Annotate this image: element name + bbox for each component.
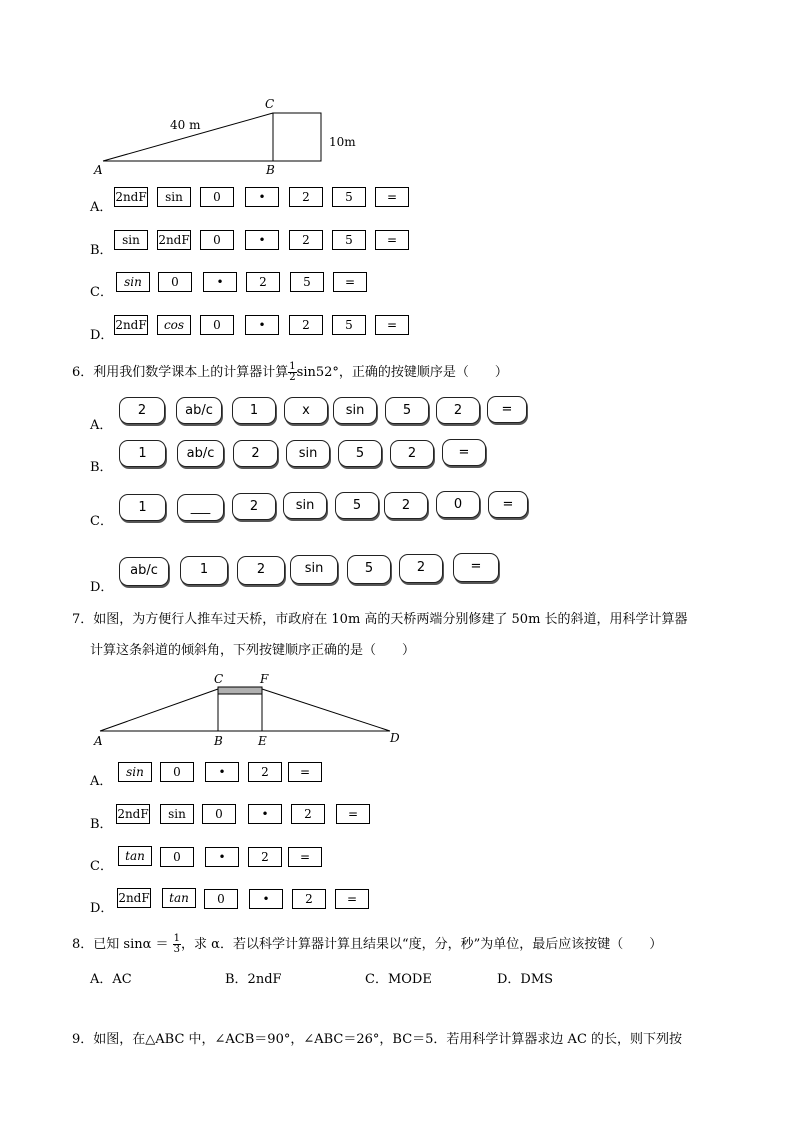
q6-frac-den: 2 <box>289 372 296 383</box>
q6-frac-num: 1 <box>289 361 296 372</box>
q7b-key-2ndf: 2ndF <box>116 804 150 824</box>
q6b-key-2b: 2 <box>390 440 434 467</box>
q6d-key-2: 2 <box>237 556 285 585</box>
q5-label-c: C <box>265 97 275 111</box>
q7b-key-sin: sin <box>160 804 194 824</box>
q6-option-a-letter: A． <box>90 418 113 433</box>
q7-option-b-letter: B． <box>90 817 113 832</box>
q5a-key-dot: • <box>245 187 279 207</box>
q5-option-a-letter: A． <box>90 200 113 215</box>
q5-option-d-letter: D． <box>90 328 114 343</box>
q5d-key-2: 2 <box>289 315 323 335</box>
q5b-key-dot: • <box>245 230 279 250</box>
q6-stem-pre: 6．利用我们数学课本上的计算器计算 <box>72 365 289 380</box>
q6a-key-abc: ab/c <box>176 397 222 424</box>
q7b-key-dot: • <box>248 804 282 824</box>
q6b-key-sin: sin <box>286 440 330 467</box>
q5c-key-sin: sin <box>116 272 150 292</box>
q6b-key-abc: ab/c <box>177 440 224 467</box>
q5d-key-2ndf: 2ndF <box>114 315 148 335</box>
q6c-key-equals: = <box>488 491 528 518</box>
q6d-key-1: 1 <box>180 556 228 585</box>
q7-bridge-figure <box>90 670 410 750</box>
q8-stem-pre: 8．已知 sinα ＝ <box>72 937 169 952</box>
q7c-key-dot: • <box>205 847 239 867</box>
q7-label-a: A <box>94 734 103 748</box>
q7b-key-0: 0 <box>202 804 236 824</box>
q5d-key-cos: cos <box>157 315 191 335</box>
q6d-key-abc: ab/c <box>119 557 169 586</box>
q7-label-f: F <box>260 672 269 686</box>
q7c-key-0: 0 <box>160 847 194 867</box>
q5b-key-2ndf: 2ndF <box>157 230 191 250</box>
q5b-key-5: 5 <box>332 230 366 250</box>
q8-fraction <box>173 934 181 955</box>
q6c-key-2: 2 <box>232 493 276 520</box>
q6b-key-equals: = <box>442 439 486 466</box>
q7c-key-2: 2 <box>248 847 282 867</box>
q5d-key-5: 5 <box>332 315 366 335</box>
q5d-key-equals: = <box>375 315 409 335</box>
q7d-key-equals: = <box>335 889 369 909</box>
q5-option-b-letter: B． <box>90 243 113 258</box>
q5a-key-2ndf: 2ndF <box>114 187 148 207</box>
q7a-key-2: 2 <box>248 762 282 782</box>
q6b-key-2: 2 <box>233 440 278 467</box>
q7a-key-sin: sin <box>118 762 152 782</box>
q6-fraction <box>288 362 296 383</box>
q5b-key-2: 2 <box>289 230 323 250</box>
q7a-key-equals: = <box>288 762 322 782</box>
q5-side-label: 10m <box>329 135 356 149</box>
q6c-key-fraction-bar: ___ <box>177 494 224 521</box>
q6a-key-1: 1 <box>232 397 276 424</box>
q8-choice-b: B．2ndF <box>225 972 282 987</box>
q7-stem-line1: 7．如图，为方便行人推车过天桥，市政府在 10m 高的天桥两端分别修建了 50m 长的斜道，用科学计算器 <box>72 612 688 627</box>
q7d-key-0: 0 <box>204 889 238 909</box>
q7a-key-dot: • <box>205 762 239 782</box>
q7-option-d-letter: D． <box>90 901 114 916</box>
q7d-key-dot: • <box>249 889 283 909</box>
q8-choice-a: A．AC <box>90 972 132 987</box>
q5d-key-dot: • <box>245 315 279 335</box>
q8-choice-c: C．MODE <box>365 972 432 987</box>
q6b-key-5: 5 <box>338 440 382 467</box>
q6d-key-sin: sin <box>290 555 338 584</box>
q5a-key-equals: = <box>375 187 409 207</box>
q9-stem: 9．如图，在△ABC 中，∠ACB＝90°，∠ABC＝26°，BC＝5．若用科学计算器求边 AC 的长，则下列按 <box>72 1032 683 1047</box>
q6a-key-equals: = <box>487 396 527 423</box>
q5-label-b: B <box>266 163 275 177</box>
q7d-key-2: 2 <box>292 889 326 909</box>
q6c-key-0: 0 <box>436 491 480 518</box>
q5a-key-2: 2 <box>289 187 323 207</box>
q5a-key-0: 0 <box>200 187 234 207</box>
q7-option-c-letter: C． <box>90 859 113 874</box>
q6a-key-2b: 2 <box>436 397 480 424</box>
q7-label-e: E <box>258 734 267 748</box>
q6-option-d-letter: D． <box>90 580 114 595</box>
q6c-key-sin: sin <box>283 492 327 519</box>
q8-frac-num: 1 <box>173 933 181 944</box>
q6-option-b-letter: B． <box>90 460 113 475</box>
q6d-key-equals: = <box>453 553 499 582</box>
q5a-key-sin: sin <box>157 187 191 207</box>
q5-triangle-figure <box>90 96 370 180</box>
q7d-key-tan: tan <box>162 888 196 908</box>
q8-stem-post: ，求 α．若以科学计算器计算且结果以“度，分，秒”为单位，最后应该按键（ ） <box>181 937 663 952</box>
q7-label-b: B <box>214 734 223 748</box>
q7-option-a-letter: A． <box>90 774 113 789</box>
q8-frac-den: 3 <box>173 944 181 955</box>
q6a-key-5: 5 <box>385 397 429 424</box>
q5c-key-2: 2 <box>246 272 280 292</box>
q8-stem <box>72 934 662 955</box>
q5c-key-dot: • <box>203 272 237 292</box>
q6c-key-1: 1 <box>119 494 166 521</box>
q6c-key-2b: 2 <box>384 492 428 519</box>
q6d-key-5: 5 <box>347 555 391 584</box>
q5c-key-equals: = <box>333 272 367 292</box>
q8-choice-d: D．DMS <box>497 972 554 987</box>
q7d-key-2ndf: 2ndF <box>117 888 151 908</box>
q6-stem <box>72 362 508 383</box>
q5-label-a: A <box>94 163 103 177</box>
q5-option-c-letter: C． <box>90 285 113 300</box>
q6-stem-post: sin52°，正确的按键顺序是（ ） <box>296 365 508 380</box>
q7a-key-0: 0 <box>160 762 194 782</box>
q5b-key-sin: sin <box>114 230 148 250</box>
q7-stem-line2: 计算这条斜道的倾斜角，下列按键顺序正确的是（ ） <box>90 643 416 658</box>
q5b-key-0: 0 <box>200 230 234 250</box>
q6-option-c-letter: C． <box>90 514 113 529</box>
q6a-key-x: x <box>284 397 328 424</box>
q5c-key-5: 5 <box>290 272 324 292</box>
q7c-key-tan: tan <box>118 846 152 866</box>
q7c-key-equals: = <box>288 847 322 867</box>
q6d-key-2b: 2 <box>399 554 443 583</box>
q7b-key-2: 2 <box>291 804 325 824</box>
q5b-key-equals: = <box>375 230 409 250</box>
q6a-key-2: 2 <box>119 397 165 424</box>
q6b-key-1: 1 <box>119 440 166 467</box>
q5c-key-0: 0 <box>158 272 192 292</box>
q7-label-c: C <box>214 672 224 686</box>
q7-label-d: D <box>390 731 400 745</box>
q6a-key-sin: sin <box>333 397 377 424</box>
q7b-key-equals: = <box>336 804 370 824</box>
q5-hyp-label: 40 m <box>170 118 201 132</box>
q5a-key-5: 5 <box>332 187 366 207</box>
q5d-key-0: 0 <box>200 315 234 335</box>
q6c-key-5: 5 <box>335 492 379 519</box>
